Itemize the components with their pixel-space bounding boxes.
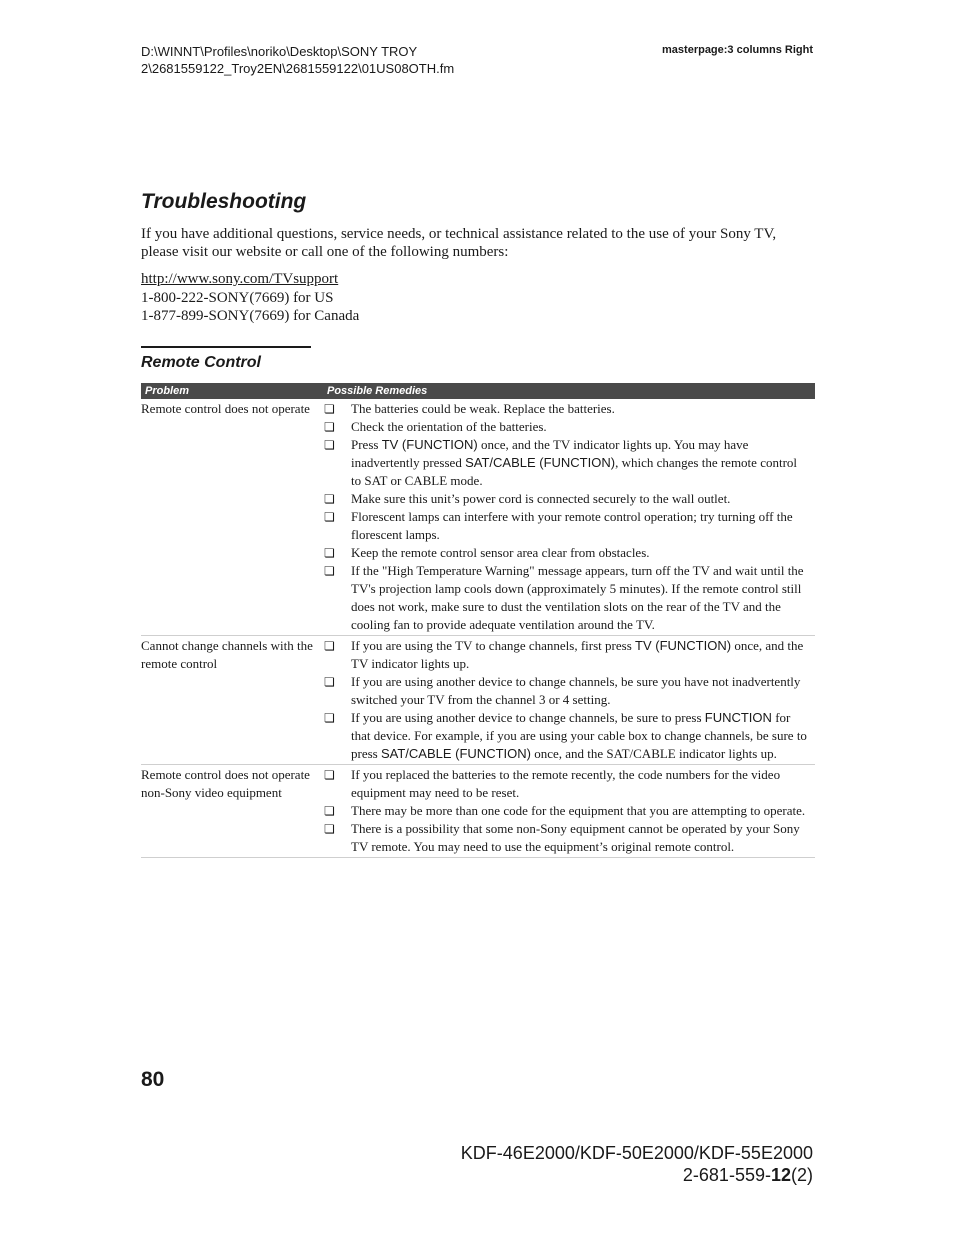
button-reference: FUNCTION	[704, 710, 772, 725]
remedy-text-part: If you are using the TV to change channels, first press	[351, 638, 636, 653]
canada-phone: 1-877-899-SONY(7669) for Canada	[141, 308, 360, 324]
remedy-text-part: If you are using another device to change channels, be sure to press	[351, 710, 705, 725]
checkbox-bullet-icon: ❏	[324, 564, 335, 578]
checkbox-bullet-icon: ❏	[324, 639, 335, 653]
support-website-link[interactable]: http://www.sony.com/TVsupport	[141, 271, 339, 287]
remedy-text	[351, 802, 815, 820]
checkbox-bullet-icon: ❏	[324, 804, 335, 818]
remedy-text-part: for that device. For example, if you are using your cable box to change channels, be sure to press	[351, 710, 807, 761]
section-divider	[141, 346, 311, 348]
button-reference: TV (FUNCTION)	[381, 437, 478, 452]
section-title: Remote Control	[141, 354, 261, 371]
part-number-suffix: (2)	[791, 1165, 813, 1185]
checkbox-bullet-icon: ❏	[324, 492, 335, 506]
intro-paragraph: If you have additional questions, service needs, or technical assistance related to the use of your Sony TV, please visit our website or call one of the following numbers:	[141, 226, 777, 260]
checkbox-bullet-icon: ❏	[324, 546, 335, 560]
remedy-text	[351, 490, 815, 508]
remedy-text-part: Make sure this unit’s power cord is connected securely to the wall outlet.	[351, 491, 731, 506]
remedy-item	[323, 802, 815, 820]
masterpage-label: masterpage:3 columns Right	[662, 44, 813, 56]
remedy-text	[351, 820, 815, 856]
checkbox-bullet-icon: ❏	[324, 822, 335, 836]
remedy-text-part: If you replaced the batteries to the remote recently, the code numbers for the video equipment may need to be reset.	[351, 767, 781, 800]
remedy-text-part: once, and the TV indicator lights up. You may have inadvertently pressed	[351, 437, 749, 470]
button-reference: SAT/CABLE (FUNCTION)	[465, 455, 616, 470]
remedy-item	[323, 673, 815, 709]
remedy-text-part: There may be more than one code for the equipment that you are attempting to operate.	[351, 803, 806, 818]
remedy-text-part: If the "High Temperature Warning" message appears, turn off the TV and wait until the TV's projection lamp cools down (approximately 5 minutes). If the remote control still does not work, make sure to dust the ventilation slots on the rear of the TV and the cooling fan to provide adequate ventilation around the TV.	[351, 563, 804, 632]
remedy-item	[323, 820, 815, 856]
problem-cell: Cannot change channels with the remote control	[141, 638, 313, 671]
remedy-text-part: Keep the remote control sensor area clear from obstacles.	[351, 545, 650, 560]
us-phone: 1-800-222-SONY(7669) for US	[141, 289, 334, 306]
remedy-text-part: The batteries could be weak. Replace the batteries.	[351, 401, 615, 416]
remedy-item	[323, 400, 815, 418]
remedy-text-part: Press	[351, 437, 382, 452]
remedy-text	[351, 418, 815, 436]
checkbox-bullet-icon: ❏	[324, 768, 335, 782]
file-path-line2: 2\2681559122_Troy2EN\2681559122\01US08OTH.fm	[141, 61, 455, 76]
remedy-text-part: If you are using another device to change channels, be sure you have not inadvertently switched your TV from the channel 3 or 4 setting.	[351, 674, 801, 707]
table-body	[141, 399, 815, 858]
button-reference: TV (FUNCTION)	[635, 638, 732, 653]
checkbox-bullet-icon: ❏	[324, 675, 335, 689]
table-row	[141, 636, 815, 765]
remedy-text	[351, 400, 815, 418]
checkbox-bullet-icon: ❏	[324, 711, 335, 725]
remedy-text	[351, 709, 815, 763]
checkbox-bullet-icon: ❏	[324, 402, 335, 416]
model-numbers: KDF-46E2000/KDF-50E2000/KDF-55E2000	[460, 1143, 813, 1163]
remedy-item	[323, 637, 815, 673]
remedy-item	[323, 508, 815, 544]
remedy-item	[323, 418, 815, 436]
remedy-text-part: Check the orientation of the batteries.	[351, 419, 547, 434]
remedy-text	[351, 637, 815, 673]
remedies-cell	[323, 636, 815, 764]
remedy-item	[323, 490, 815, 508]
page-title: Troubleshooting	[141, 190, 307, 213]
remedies-cell	[323, 399, 815, 635]
model-footer	[461, 1142, 813, 1186]
contact-list	[141, 270, 359, 326]
problem-cell: Remote control does not operate non-Sony video equipment	[141, 767, 310, 800]
button-reference: SAT/CABLE (FUNCTION)	[380, 746, 531, 761]
remedy-text-part: There is a possibility that some non-Sony equipment cannot be operated by your Sony TV remote. You may need to use the equipment’s original remote control.	[351, 821, 800, 854]
header-problem: Problem	[145, 385, 190, 397]
remedy-text	[351, 436, 815, 490]
part-number-bold: 12	[770, 1165, 791, 1185]
remedy-text	[351, 562, 815, 634]
remedy-text	[351, 544, 815, 562]
remedies-cell	[323, 765, 815, 857]
table-header	[141, 383, 815, 399]
remedy-text-part: Florescent lamps can interfere with your remote control operation; try turning off the florescent lamps.	[351, 509, 793, 542]
remedy-text	[351, 508, 815, 544]
part-number-prefix: 2-681-559-	[682, 1165, 771, 1185]
remedy-text-part: once, and the TV indicator lights up.	[351, 638, 804, 671]
remedy-text	[351, 673, 815, 709]
table-row	[141, 765, 815, 858]
remedy-item	[323, 766, 815, 802]
checkbox-bullet-icon: ❏	[324, 420, 335, 434]
page-number: 80	[141, 1068, 165, 1091]
checkbox-bullet-icon: ❏	[324, 510, 335, 524]
file-path	[141, 43, 454, 77]
header-remedies: Possible Remedies	[327, 385, 428, 397]
part-number	[461, 1164, 813, 1186]
remedy-text-part: once, and the SAT/CABLE indicator lights up.	[530, 746, 777, 761]
checkbox-bullet-icon: ❏	[324, 438, 335, 452]
remedy-text-part: , which changes the remote control to SAT or CABLE mode.	[351, 455, 798, 488]
file-path-line1: D:\WINNT\Profiles\noriko\Desktop\SONY TROY	[141, 44, 418, 59]
table-row	[141, 399, 815, 636]
remedy-item	[323, 562, 815, 634]
problem-cell: Remote control does not operate	[141, 401, 310, 416]
remedy-text	[351, 766, 815, 802]
troubleshooting-table	[141, 383, 815, 858]
remedy-item	[323, 544, 815, 562]
remedy-item	[323, 709, 815, 763]
remedy-item	[323, 436, 815, 490]
